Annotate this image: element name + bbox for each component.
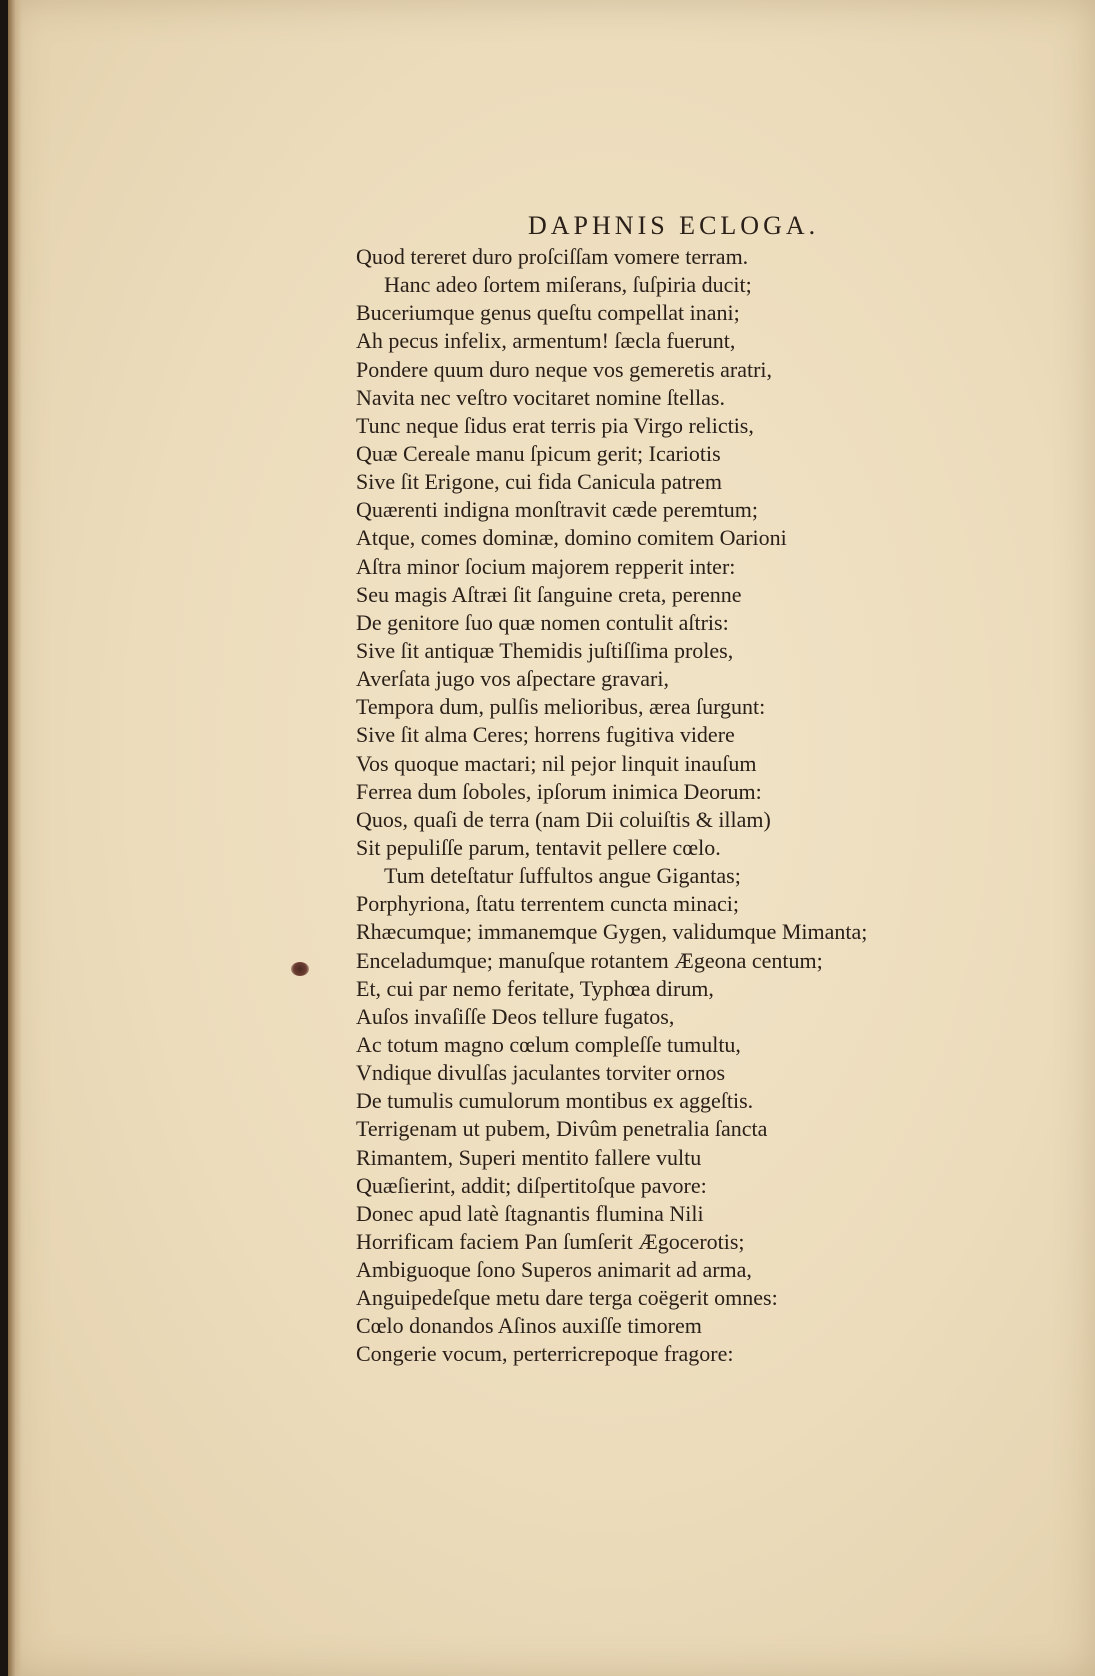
verse-line: Pondere quum duro neque vos gemeretis aratri, <box>356 356 773 382</box>
verse-line: Rimantem, Superi mentito fallere vultu <box>356 1144 702 1170</box>
verse-line: Sit pepuliſſe parum, tentavit pellere cœlo. <box>356 834 721 860</box>
verse-line: Tunc neque ſidus erat terris pia Virgo relictis, <box>356 412 754 438</box>
verse-line: Enceladumque; manuſque rotantem Ægeona centum; <box>356 947 823 973</box>
verse-line: Ac totum magno cœlum compleſſe tumultu, <box>356 1031 741 1057</box>
verse-line: De genitore ſuo quæ nomen contulit aſtris: <box>356 609 729 635</box>
verse-line: Aſtra minor ſocium majorem repperit inter: <box>356 553 736 579</box>
verse-line: Ambiguoque ſono Superos animarit ad arma, <box>356 1257 752 1283</box>
verse-line: Seu magis Aſtræi ſit ſanguine creta, perenne <box>356 581 742 607</box>
verse-line: Cœlo donandos Aſinos auxiſſe timorem <box>356 1313 702 1339</box>
page-binding-edge <box>8 0 22 1676</box>
verse-line: Congerie vocum, perterricrepoque fragore: <box>356 1341 734 1367</box>
running-header: DAPHNIS ECLOGA. <box>528 211 820 240</box>
verse-line: Ferrea dum ſoboles, ipſorum inimica Deorum: <box>356 778 762 804</box>
verse-line: De tumulis cumulorum montibus ex aggeſtis. <box>356 1088 754 1114</box>
verse-line: Hanc adeo ſortem miſerans, ſuſpiria ducit; <box>384 272 752 298</box>
verse-line: Quod tereret duro proſciſſam vomere terram. <box>356 244 749 269</box>
verse-line: Anguipedeſque metu dare terga coëgerit omnes: <box>356 1285 778 1311</box>
book-page <box>8 0 1095 1676</box>
verse-line: Tum deteſtatur ſuffultos angue Gigantas; <box>384 863 741 889</box>
verse-line: Tempora dum, pulſis melioribus, ærea ſurgunt: <box>356 694 766 720</box>
verse-line: Vos quoque mactari; nil pejor linquit inauſum <box>356 750 757 776</box>
verse-line: Et, cui par nemo feritate, Typhœa dirum, <box>356 975 714 1001</box>
verse-line: Porphyriona, ſtatu terrentem cuncta minaci; <box>356 891 740 917</box>
verse-line: Ah pecus infelix, armentum! ſæcla fuerunt, <box>356 328 736 354</box>
verse-line: Quæſierint, addit; diſpertitoſque pavore: <box>356 1172 707 1198</box>
verse-line: Buceriumque genus queſtu compellat inani; <box>356 300 740 326</box>
verse-line: Terrigenam ut pubem, Divûm penetralia ſancta <box>356 1116 768 1142</box>
ink-stain <box>291 962 309 976</box>
verse-line: Atque, comes dominæ, domino comitem Oarioni <box>356 525 787 551</box>
verse-line: Quos, quaſi de terra (nam Dii coluiſtis & illam) <box>356 806 771 832</box>
verse-line: Horrificam faciem Pan ſumſerit Ægocerotis; <box>356 1228 745 1254</box>
verse-line: Averſata jugo vos aſpectare gravari, <box>356 666 669 692</box>
verse-line: Donec apud latè ſtagnantis flumina Nili <box>356 1200 704 1226</box>
verse-line: Navita nec veſtro vocitaret nomine ſtellas. <box>356 384 725 410</box>
verse-line: Rhæcumque; immanemque Gygen, validumque Mimanta; <box>356 919 868 945</box>
verse-line: Sive ſit antiquæ Themidis juſtiſſima proles, <box>356 637 734 663</box>
verse-line: Sive ſit Erigone, cui fida Canicula patrem <box>356 469 722 495</box>
poem-text-block <box>356 243 976 1369</box>
verse-line: Auſos invaſiſſe Deos tellure fugatos, <box>356 1003 675 1029</box>
verse-line: Quæ Cereale manu ſpicum gerit; Icariotis <box>356 440 721 466</box>
verse-line: Quærenti indigna monſtravit cæde peremtum; <box>356 497 759 523</box>
verse-line: Sive ſit alma Ceres; horrens fugitiva videre <box>356 722 735 748</box>
verse-line: Vndique divulſas jaculantes torviter ornos <box>356 1060 726 1086</box>
